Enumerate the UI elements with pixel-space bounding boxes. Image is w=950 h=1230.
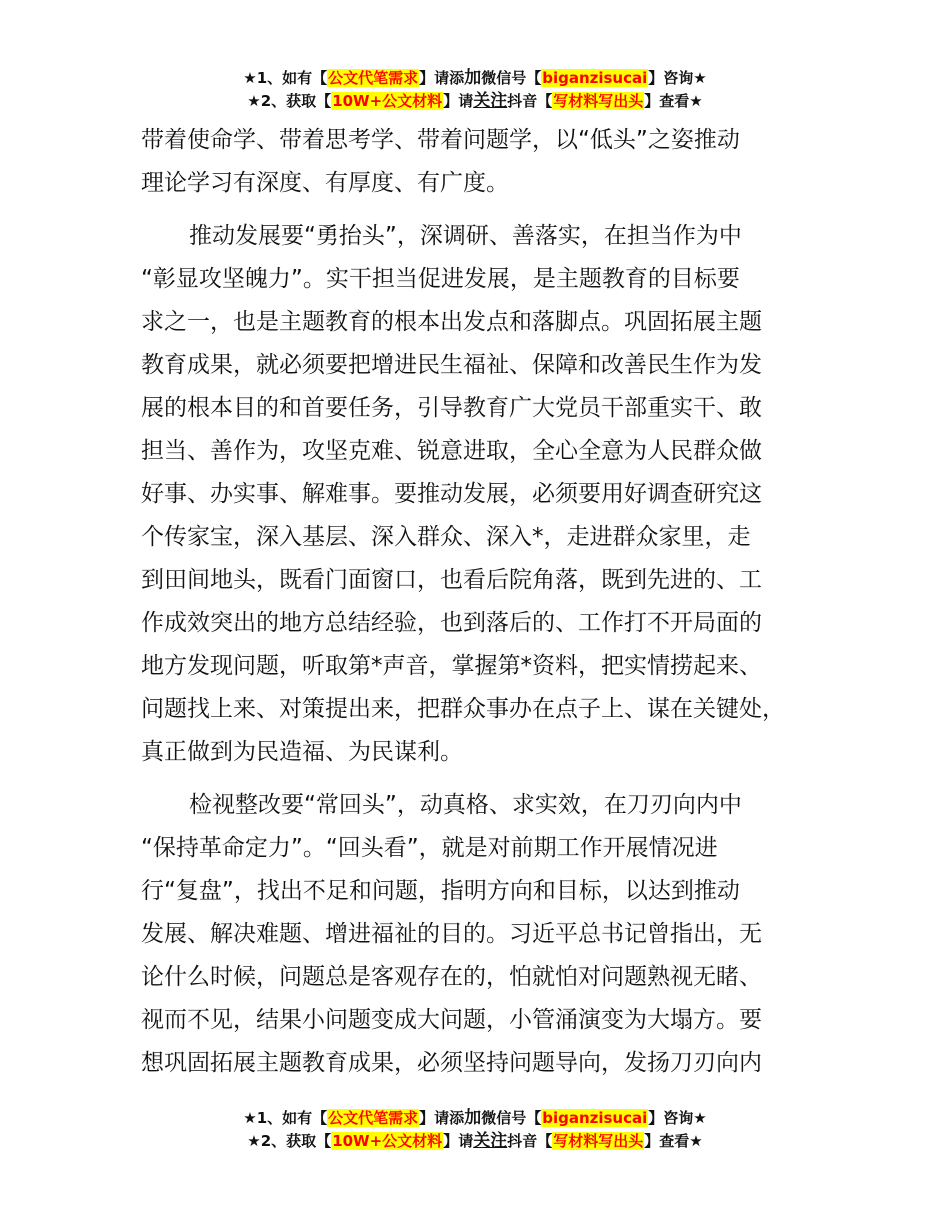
douyin-account-highlight: 写材料写出头 xyxy=(553,92,644,110)
text-line: 带着使命学、带着思考学、带着问题学，以“低头”之姿推动 xyxy=(141,127,740,153)
footer-banner xyxy=(0,1107,950,1153)
text-line: 个传家宝，深入基层、深入群众、深入*，走进群众家里，走 xyxy=(141,524,751,550)
header-banner-line-2: ★2、获取【10W+公文材料】请关注抖音【写材料写出头】查看★ xyxy=(247,91,703,111)
service-highlight: 公文代笔需求 xyxy=(328,69,419,87)
paragraph-1 xyxy=(141,119,841,205)
douyin-account-highlight: 写材料写出头 xyxy=(553,1132,644,1150)
materials-highlight: 10W+公文材料 xyxy=(332,1132,443,1150)
text-line: “保持革命定力”。“回头看”，就是对前期工作开展情况进 xyxy=(141,835,718,861)
text-line: 检视整改要“常回头”，动真格、求实效，在刀刃向内中 xyxy=(189,792,742,818)
header-banner xyxy=(0,67,950,113)
footer-banner-line-1: ★1、如有【公文代笔需求】请添加微信号【biganzisucai】咨询★ xyxy=(243,1108,707,1128)
service-highlight: 公文代笔需求 xyxy=(328,1109,419,1127)
footer-banner-line-2: ★2、获取【10W+公文材料】请关注抖音【写材料写出头】查看★ xyxy=(247,1131,703,1151)
text-line: 论什么时候，问题总是客观存在的，怕就怕对问题熟视无睹、 xyxy=(141,964,762,990)
text-line: 展的根本目的和首要任务，引导教育广大党员干部重实干、敢 xyxy=(141,395,762,421)
document-body xyxy=(141,119,841,1085)
text-line: 理论学习有深度、有厚度、有广度。 xyxy=(141,170,509,196)
text-line: 求之一，也是主题教育的根本出发点和落脚点。巩固拓展主题 xyxy=(141,309,762,335)
text-line: 教育成果，就必须要把增进民生福祉、保障和改善民生作为发 xyxy=(141,352,762,378)
text-line: 地方发现问题，听取第*声音，掌握第*资料，把实情捞起来、 xyxy=(141,653,762,679)
wechat-id-highlight: biganzisucai xyxy=(542,1109,648,1127)
text-line: “彰显攻坚魄力”。实干担当促进发展，是主题教育的目标要 xyxy=(141,266,740,292)
text-line: 行“复盘”，找出不足和问题，指明方向和目标，以达到推动 xyxy=(141,878,740,904)
text-line: 担当、善作为，攻坚克难、锐意进取，全心全意为人民群众做 xyxy=(141,438,762,464)
text-line: 好事、办实事、解难事。要推动发展，必须要用好调查研究这 xyxy=(141,481,762,507)
paragraph-2 xyxy=(141,215,841,774)
wechat-id-highlight: biganzisucai xyxy=(542,69,648,87)
text-line: 作成效突出的地方总结经验，也到落后的、工作打不开局面的 xyxy=(141,610,762,636)
text-line: 问题找上来、对策提出来，把群众事办在点子上、谋在关键处， xyxy=(141,696,785,722)
text-line: 想巩固拓展主题教育成果，必须坚持问题导向，发扬刀刃向内 xyxy=(141,1050,762,1076)
text-line: 真正做到为民造福、为民谋利。 xyxy=(141,739,463,765)
materials-highlight: 10W+公文材料 xyxy=(332,92,443,110)
text-line: 视而不见，结果小问题变成大问题，小管涌演变为大塌方。要 xyxy=(141,1007,762,1033)
text-line: 推动发展要“勇抬头”，深调研、善落实，在担当作为中 xyxy=(189,223,742,249)
text-line: 到田间地头，既看门面窗口，也看后院角落，既到先进的、工 xyxy=(141,567,762,593)
header-banner-line-1: ★1、如有【公文代笔需求】请添加微信号【biganzisucai】咨询★ xyxy=(243,68,707,88)
paragraph-3 xyxy=(141,784,841,1085)
text-line: 发展、解决难题、增进福祉的目的。习近平总书记曾指出，无 xyxy=(141,921,762,947)
